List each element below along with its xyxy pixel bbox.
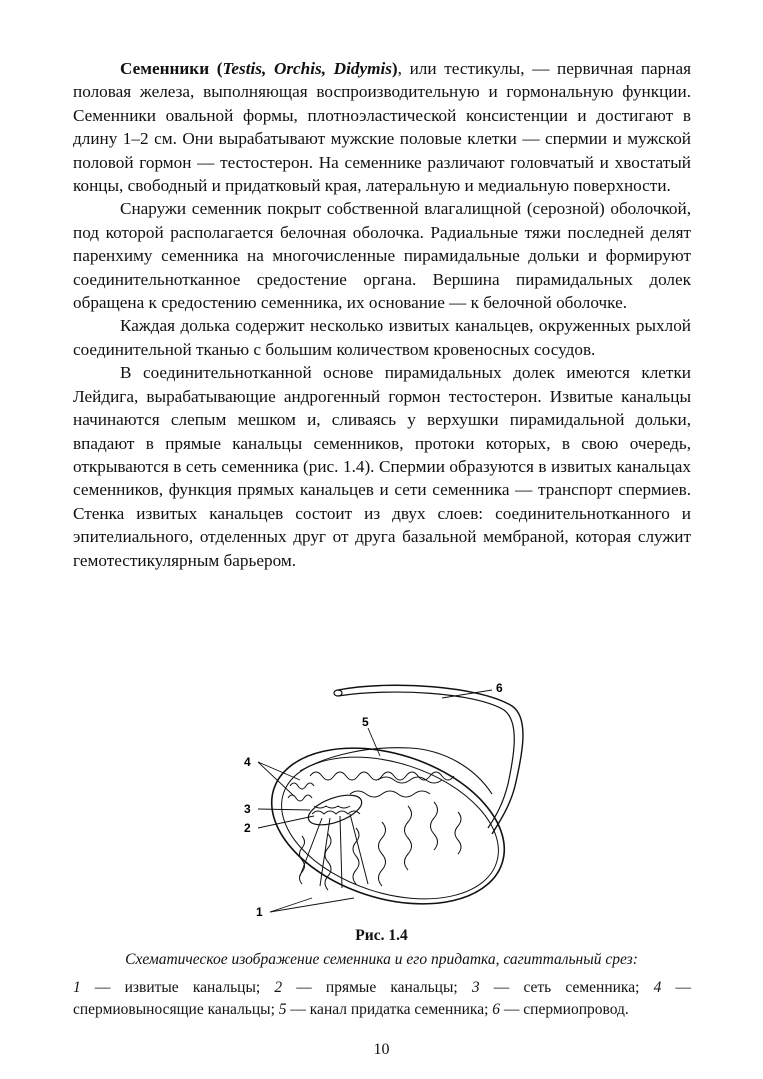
label-2: 2: [244, 821, 251, 835]
label-1: 1: [256, 905, 263, 919]
paragraph-3: Каждая долька содержит несколько извитых канальцев, окруженных рыхлой соединительной тканью с большим количеством кровеносных сосудов.: [73, 316, 691, 359]
testis-inner-outline: [263, 732, 516, 925]
seminiferous-tubule-e: [405, 806, 412, 870]
epididymis-canal-wavy: [310, 772, 454, 780]
label-5: 5: [362, 715, 369, 729]
label-4: 4: [244, 755, 251, 769]
paragraph-4: В соединительнотканной основе пирамидальных долек имеются клетки Лейдига, вырабатывающие андрогенный гормон тестостерон. Извитые канальцы начинаются слепым мешком и, сливаясь у верхушки пирамидальной дольки, впадают в прямые канальцы семенников, протоки которых, в свою очередь, открываются в сеть семенника (рис. 1.4). Спермии образуются в извитых канальцах семенников, функция прямых канальцев и сети семенника — транспорт спермиев. Стенка извитых канальцев состоит из двух слоев: соединительнотканного и эпителиального, отделенных друг от друга базальной мембраной, которая служит гемотестикулярным барьером.: [73, 363, 691, 570]
term-bold-close: ): [391, 59, 398, 78]
legend-text-3: — сеть семенника;: [479, 979, 654, 996]
legend-text-1: — извитые канальцы;: [80, 979, 275, 996]
rete-testis-net: [312, 806, 360, 814]
seminiferous-tubule-d: [379, 822, 386, 886]
label-3: 3: [244, 802, 251, 816]
legend-num-6: 6: [492, 1001, 501, 1018]
legend-num-2: 2: [274, 979, 283, 996]
straight-tubules: [300, 814, 368, 888]
testis-diagram: [230, 676, 540, 926]
legend-num-5: 5: [278, 1001, 287, 1018]
figure-caption: Схематическое изображение семенника и его придатка, сагиттальный срез:: [125, 951, 638, 968]
legend-text-5: — канал придатка семенника;: [286, 1001, 493, 1018]
page-number: 10: [373, 1041, 390, 1058]
paragraph-1: [73, 57, 691, 197]
duct-end: [334, 690, 342, 696]
efferent-ducts: [288, 783, 314, 801]
paragraph-1-text: , или тестикулы, — первичная парная половая железа, выполняющая воспроизводительную и гормональную функции. Семенники овальной формы, плотноэластической консистенции и достигают в длину 1–2 см. Они вырабатывают мужские половые клетки — спермии и мужской половой гормон — тестостерон. На семеннике различают головчатый и хвостатый концы, свободный и придатковый края, латеральную и медиальную поверхности.: [73, 59, 691, 196]
testis-figure: [230, 676, 540, 926]
seminiferous-tubule-f: [431, 802, 438, 850]
figure-title: Рис. 1.4: [355, 927, 408, 944]
seminiferous-tubule-g: [455, 812, 461, 854]
label-6: 6: [496, 681, 503, 695]
spermatic-duct: [338, 685, 523, 834]
paragraph-2: Снаружи семенник покрыт собственной влагалищной (серозной) оболочкой, под которой располагается белочная оболочка. Радиальные тяжи последней делят паренхиму семенника на многочисленные пирамидальные дольки и формируют соединительнотканное средостение органа. Вершина пирамидальных долек обращена к средостению семенника, их основание — к белочной оболочке.: [73, 199, 691, 313]
term-latin: Testis, Orchis, Didymis: [222, 59, 392, 78]
seminiferous-tubule-i: [350, 791, 430, 797]
legend-num-1: 1: [73, 979, 81, 996]
seminiferous-tubule-b: [325, 834, 331, 890]
legend-num-3: 3: [471, 979, 480, 996]
legend-text-6: — спермиопровод.: [500, 1001, 629, 1018]
rete-testis: [305, 789, 366, 831]
legend-text-2: — прямые канальцы;: [282, 979, 472, 996]
legend-text-4: — спермиовыносящие канальцы;: [73, 979, 692, 1018]
term-bold: Семенники (: [120, 59, 223, 78]
figure-legend: [73, 977, 691, 1021]
seminiferous-tubule-h: [378, 777, 442, 783]
legend-num-4: 4: [653, 979, 662, 996]
body-text: [73, 57, 691, 572]
epididymis-canal: [300, 748, 492, 794]
